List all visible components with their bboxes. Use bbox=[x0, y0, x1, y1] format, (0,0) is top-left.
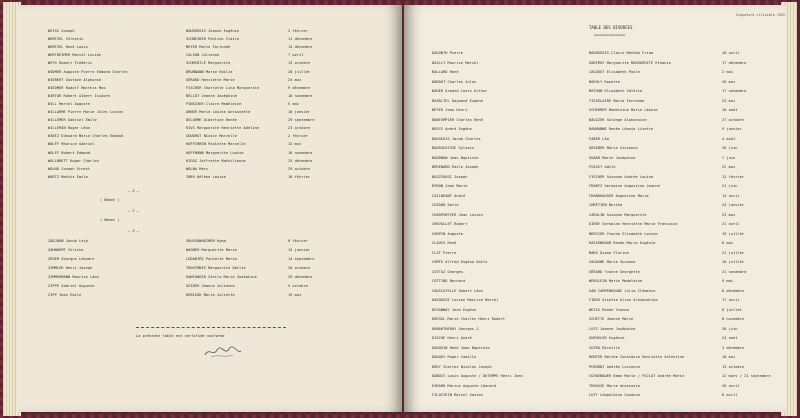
date: 29 octobre bbox=[288, 166, 311, 171]
spouse-2-name: CAROLIN Suzanne Marguerite bbox=[589, 212, 647, 217]
date: 7 avril bbox=[288, 53, 304, 58]
spouse-1-name: COTTING Bernard bbox=[432, 279, 466, 283]
spouse-1-name: DAVOUSSE Lucien Maurice Marcel bbox=[432, 298, 499, 302]
certification-text: La présente table est certifiée conforme bbox=[136, 334, 225, 338]
date: 16 janvier bbox=[288, 110, 311, 114]
date: 3 décembre bbox=[722, 345, 745, 350]
spouse-1-name: BOURGEAISSE Sylvain bbox=[432, 146, 475, 150]
spouse-2-name: BAUZZER Solange Alphonsine bbox=[589, 117, 647, 122]
spouse-2-name: SCHMIDTLÉ Marguerite bbox=[186, 61, 231, 66]
date: 24 janvier bbox=[722, 203, 745, 207]
date: 8 novembre bbox=[722, 317, 745, 321]
spouse-1-name: BYRON Jean Marie bbox=[432, 184, 468, 188]
spouse-1-name: CUZARD Emile bbox=[432, 203, 459, 207]
spouse-2-name: CHRÉTIEN Berthe bbox=[589, 203, 623, 207]
spouse-1-name: DISCHE Henri André bbox=[432, 336, 472, 340]
date: 7 juin bbox=[722, 155, 736, 160]
date: 29 septembre bbox=[288, 118, 315, 123]
date: 21 juillet bbox=[722, 250, 745, 255]
date: 13 octobre bbox=[288, 61, 311, 66]
date: 14 septembre bbox=[288, 257, 315, 261]
spouse-2-name: MARX Diane Florine bbox=[589, 250, 629, 255]
spouse-2-name: GÉRARD Henriette Marie bbox=[186, 77, 235, 82]
spouse-2-name: FABER Léa bbox=[589, 136, 609, 141]
date: 16 novembre bbox=[288, 150, 313, 155]
date: 15 janvier bbox=[288, 248, 311, 252]
spouse-2-name: VAN CAMPENHOUDE Julia Clémence bbox=[589, 288, 656, 293]
spouse-2-name: MEYER Marie Fortunée bbox=[186, 45, 231, 50]
date: 25 décembre bbox=[288, 158, 313, 163]
spouse-1-name: BÉRENARD Emile Joseph bbox=[432, 165, 479, 169]
date: 11 décembre bbox=[288, 37, 313, 42]
corner-note: Signature illisible 1952 bbox=[736, 13, 785, 17]
date: 5 mai bbox=[288, 101, 300, 106]
neant-1: ( Néant ) bbox=[100, 198, 120, 202]
spouse-1-name: CHEVALLET Robert bbox=[432, 222, 468, 226]
date: 22 mai bbox=[722, 165, 736, 169]
spouse-1-name: WIEBERT Gustave Alphonse bbox=[48, 77, 102, 82]
spouse-2-name: WEISS Renée Yvonne bbox=[589, 307, 629, 312]
spouse-1-name: BONTEMPIER Charles René bbox=[432, 117, 483, 122]
spouse-2-name: COLSON Julienne bbox=[186, 53, 220, 58]
spouse-1-name: COUSCATELLE Hubert Léon bbox=[432, 288, 483, 293]
separator-y: – Y – bbox=[128, 209, 139, 213]
spouse-2-name: SCHOENAUER Emma Marie / FEJLOT Andrée Marie bbox=[589, 374, 685, 378]
spouse-1-name: BARDOT Charles Jules bbox=[432, 79, 477, 84]
date: 8 février bbox=[288, 239, 308, 243]
date: 12 mai bbox=[288, 142, 302, 147]
date: 21 avril bbox=[722, 222, 740, 226]
spouse-2-name: KIENY Germaine Henriette Marie Francoise bbox=[589, 222, 678, 226]
date: 17 novembre bbox=[722, 89, 747, 93]
date: 21 novembre bbox=[722, 269, 747, 274]
spouse-2-name: SCHERRER Madeleine Marie Léonie bbox=[589, 108, 658, 112]
date: 10 novembre bbox=[288, 93, 313, 98]
spouse-1-name: WIDMER Auguste Pierre Edmond Charles bbox=[48, 69, 128, 74]
spouse-1-name: WENTZEL Célestin bbox=[48, 37, 84, 42]
date: 26 juin bbox=[722, 326, 738, 331]
date: 8 juillet bbox=[722, 307, 742, 312]
date: 6 avril bbox=[722, 393, 738, 397]
spouse-2-name: HOFFMANN Marguerite Louise bbox=[186, 150, 244, 155]
date: 2 février bbox=[288, 29, 308, 33]
date: 15 décembre bbox=[288, 45, 313, 50]
spouse-1-name: WILL Marcel Auguste bbox=[48, 101, 91, 106]
spouse-2-name: BAUMANNE Renée Léonie Lisette bbox=[589, 127, 654, 131]
date: 19 juillet bbox=[722, 231, 745, 236]
spouse-1-name: ZAHNHEMT Christe bbox=[48, 248, 84, 252]
spouse-1-name: BOSSY André Eugène bbox=[432, 127, 472, 131]
spouse-2-name: RIVS Marguerite Henriette Adeline bbox=[186, 126, 260, 131]
spouse-2-name: GOUDROT Nicole Marcelle bbox=[186, 134, 237, 139]
footer-rule bbox=[136, 327, 286, 328]
date: 26 avril bbox=[722, 383, 740, 388]
spouse-1-name: WIEDMER Rudolf Matthis Max bbox=[48, 85, 106, 90]
spouse-2-name: SCHNEIDER Pauline Claire bbox=[186, 37, 240, 42]
date: 23 mai bbox=[722, 98, 736, 103]
spouse-1-name: ZADJRON Jacob Lejb bbox=[48, 239, 88, 243]
spouse-1-name: CLIF Pierre bbox=[432, 250, 457, 255]
spouse-1-name: DAGONTH Pierre bbox=[432, 51, 463, 55]
date: 9 mai bbox=[722, 279, 734, 283]
spouse-1-name: COMTE Alfred Eugène Emile bbox=[432, 260, 488, 264]
spouse-2-name: HIGGS Joffrette Mathilienne bbox=[186, 158, 246, 163]
spouse-2-name: GRUSSONHEIMER Hyma bbox=[186, 239, 226, 243]
spouse-1-name: DOUQUY Roger Camille bbox=[432, 355, 477, 359]
date: 5 octobre bbox=[288, 284, 308, 288]
date: 26 mai bbox=[722, 79, 736, 84]
table-title-rule: ============= bbox=[594, 32, 626, 37]
spouse-1-name: BAILLY Maurice Marcel bbox=[432, 60, 479, 65]
date: 9 janvier bbox=[722, 127, 742, 131]
spouse-1-name: ZIMMERMANN Maurice Léon bbox=[48, 275, 99, 279]
spouse-1-name: ZIMMLER Henri Joseph bbox=[48, 266, 93, 270]
right-page bbox=[404, 5, 786, 412]
spouse-1-name: FILOSTEIN Marcel Gaston bbox=[432, 393, 483, 397]
spouse-2-name: SCHETTE Jeanne Marie bbox=[589, 317, 634, 321]
spouse-1-name: DREY Charles Nicolas Joseph bbox=[432, 364, 492, 369]
spouse-1-name: WEYS Robert Frédéric bbox=[48, 61, 93, 66]
date: 27 octobre bbox=[722, 117, 745, 122]
spouse-2-name: BOURGEOIS Claire Mathéa Frida bbox=[589, 51, 654, 55]
spouse-2-name: FRANTZ Germaine Augustine Jeanne bbox=[589, 184, 660, 188]
spouse-2-name: JACQUOT Elisabeth Paule bbox=[589, 70, 640, 74]
spouse-1-name: ZEHEM Georges Léandre bbox=[48, 257, 95, 261]
spouse-2-name: BELLOT Jeanne Joséphine bbox=[186, 93, 237, 98]
spouse-1-name: DESANNAY Jean Eugène bbox=[432, 307, 477, 312]
spouse-2-name: FUSSEY Odile bbox=[589, 165, 616, 169]
spouse-1-name: WERTHEIMER Marcel Lucien bbox=[48, 53, 102, 58]
spouse-2-name: IMEH Hélène Louise bbox=[186, 174, 226, 179]
spouse-2-name: ARNER Marie Louise Antoinette bbox=[186, 110, 251, 114]
neant-2: ( Néant ) bbox=[100, 218, 120, 222]
spouse-2-name: LEDANTÉE Paulette Marie bbox=[186, 257, 237, 261]
date: 19 mai bbox=[288, 293, 302, 297]
spouse-2-name: PINSCHER Claire Madeleine bbox=[186, 101, 242, 106]
signature bbox=[203, 345, 243, 359]
date: 21 juin bbox=[722, 184, 738, 188]
spouse-2-name: MERCIER Yvonne Elisabeth Louise bbox=[589, 231, 658, 236]
date: 18 mai bbox=[722, 355, 736, 359]
spouse-1-name: BUZZIKOSI Joseph bbox=[432, 174, 468, 179]
spouse-2-name: GODFROY Marguerite MARGUERITE Ethanie bbox=[589, 60, 671, 65]
spouse-1-name: WILLARME Pierre Marie Jules Lucien bbox=[48, 110, 124, 114]
spouse-1-name: BALLARD René bbox=[432, 70, 459, 74]
spouse-2-name: FISCHER Charlotte Lina Marguerite bbox=[186, 85, 260, 90]
spouse-2-name: TISSELAIRE Marie Fernande bbox=[589, 98, 645, 103]
date: 10 juillet bbox=[722, 260, 745, 264]
spouse-1-name: COTTAZ Georges bbox=[432, 269, 463, 274]
spouse-1-name: WILLEMER Gabriel Emile bbox=[48, 118, 97, 123]
date: 12 février bbox=[722, 174, 745, 179]
spouse-2-name: BRUNNANN Marie Emilie bbox=[186, 69, 233, 74]
spouse-1-name: WOLMA Joseph Ernest bbox=[48, 166, 91, 171]
spouse-1-name: BEARLTEL Raymond Eugène bbox=[432, 98, 483, 103]
spouse-1-name: DRESEL Marie Charles Henri Robert bbox=[432, 317, 506, 321]
spouse-2-name: TROUTMNIE Marguerite Emilie bbox=[186, 266, 246, 270]
spouse-2-name: LUTY Léopoldine Suzanne bbox=[589, 393, 640, 397]
spouse-1-name: WENTZEL René Louis bbox=[48, 45, 88, 50]
spouse-1-name: DUMARTHERAY Georges J. bbox=[432, 326, 481, 331]
date: 9 décembre bbox=[288, 85, 311, 90]
date: 13 octobre bbox=[722, 364, 745, 369]
date: 26 juin bbox=[722, 146, 738, 150]
date: 29 décembre bbox=[288, 275, 313, 279]
spouse-2-name: DELORME Albertine Renée bbox=[186, 118, 237, 123]
spouse-2-name: RANFANGER Cécile Marie Joséphine bbox=[186, 275, 257, 279]
date: 17 décembre bbox=[722, 60, 747, 65]
spouse-2-name: WOLNA Mary bbox=[186, 166, 209, 171]
date: 12 mars / 21 septembre bbox=[722, 374, 771, 378]
spouse-1-name: ZIPPE Gabriel Auguste bbox=[48, 284, 95, 288]
spouse-2-name: ZAGAGNE Marie Suzanne bbox=[589, 260, 636, 264]
spouse-2-name: FISCHER Suzanne Andrée Louise bbox=[589, 174, 654, 179]
date: 24 août bbox=[722, 336, 738, 340]
date: 17 avril bbox=[722, 298, 740, 302]
spouse-2-name: REBIEOK Marie Juliette bbox=[186, 293, 235, 297]
date: 23 octobre bbox=[288, 126, 311, 131]
spouse-1-name: BOUDNOW Jean Baptiste bbox=[432, 155, 479, 160]
spouse-2-name: HASSENHOOR Renée Marie Eugénie bbox=[589, 241, 656, 245]
spouse-1-name: CHARPENTIER Jean Lucien bbox=[432, 212, 483, 217]
spouse-1-name: WIRTUR Robert Albert Isidore bbox=[48, 93, 110, 98]
spouse-1-name: BEYER Jean Henri bbox=[432, 108, 468, 112]
spouse-2-name: BOEHLY Rosette bbox=[589, 79, 620, 84]
date: 2 mai bbox=[722, 70, 734, 74]
spouse-2-name: FRANKHAUSER Augustine Marie bbox=[589, 193, 649, 198]
spouse-2-name: HOFFIRREN Paulette Marcelle bbox=[186, 142, 246, 147]
spouse-1-name: BAUER Armand Louis Arthur bbox=[432, 89, 488, 93]
spouse-1-name: CHOPIN Auguste bbox=[432, 231, 463, 236]
spouse-1-name: CLAUSS René bbox=[432, 241, 457, 245]
date: 28 juillet bbox=[288, 69, 311, 74]
spouse-2-name: WAGNER Marguerite Marie bbox=[186, 248, 237, 252]
spouse-2-name: GUARD Marie Joséphine bbox=[589, 155, 636, 160]
date: 6 décembre bbox=[722, 288, 745, 293]
spouse-1-name: DUBOIS Louis Auguste / DUTEMPE Henri Jean bbox=[432, 374, 523, 378]
spouse-2-name: WEBSLEIN Marie Madeleine bbox=[589, 279, 643, 283]
spouse-1-name: ZIPP Jean Emile bbox=[48, 293, 82, 297]
spouse-1-name: EVRARD Marius Auguste Léonard bbox=[432, 383, 497, 388]
date: 4 août bbox=[722, 136, 736, 141]
spouse-2-name: PHIMONT Andrée Lucienne bbox=[589, 364, 640, 369]
spouse-1-name: CAILBEANT André bbox=[432, 193, 466, 198]
spouse-2-name: ORGEBER Marie Vivianne bbox=[589, 146, 638, 150]
date: 14 avril bbox=[722, 193, 740, 198]
date: 16 avril bbox=[722, 51, 740, 55]
table-title: TABLE DES DIVORCES bbox=[589, 25, 633, 30]
date: 2 février bbox=[288, 134, 308, 139]
spouse-1-name: DOUQUIN René Jean Baptiste bbox=[432, 345, 490, 350]
spouse-2-name: GÉRARD Yvonne Georgette bbox=[589, 269, 640, 274]
spouse-1-name: WILLEMIN Roger Léon bbox=[48, 126, 91, 131]
separator-z: – Z – bbox=[128, 229, 139, 233]
date: 26 octobre bbox=[288, 266, 311, 270]
spouse-2-name: TROUSSE Marie Anastasie bbox=[589, 383, 640, 388]
spouse-2-name: SUTRA Mireille bbox=[589, 345, 620, 350]
spouse-1-name: WINTZ Edouard Marie Charles Edmond bbox=[48, 134, 124, 139]
spouse-1-name: WOLFF Robert Edmond bbox=[48, 150, 91, 155]
spouse-1-name: WOLFF Maurice Gabriel bbox=[48, 142, 95, 147]
spouse-1-name: WEISS Joseph bbox=[48, 29, 75, 33]
date: 24 mai bbox=[288, 77, 302, 82]
spouse-2-name: RENTER Berthe Constance Henriette Valentine bbox=[589, 355, 685, 359]
date: 6 mai bbox=[722, 241, 734, 245]
date: 10 août bbox=[722, 108, 738, 112]
spouse-2-name: FINCK Ariette Aline Alexandrine bbox=[589, 298, 658, 302]
spouse-2-name: MATHON Elisabeth Valérie bbox=[589, 89, 643, 93]
spouse-1-name: WURTZ Mathis Emile bbox=[48, 174, 88, 179]
spouse-2-name: BOURGEOIS Jeanne Eugénie bbox=[186, 29, 240, 33]
date: 10 février bbox=[288, 174, 311, 179]
left-page bbox=[18, 5, 402, 412]
spouse-2-name: GUERELER Eugénie bbox=[589, 336, 625, 340]
spouse-1-name: BOUGEOIS Jacob Charles bbox=[432, 136, 481, 141]
spouse-1-name: WOLLBRETT Roger Charles bbox=[48, 158, 99, 163]
separator-x: – X – bbox=[128, 189, 139, 193]
spouse-2-name: GEIDER Jeanne Julienne bbox=[186, 284, 235, 288]
spouse-2-name: LUTZ Jeanne Joséphine bbox=[589, 326, 636, 331]
date: 23 mai bbox=[722, 212, 736, 217]
